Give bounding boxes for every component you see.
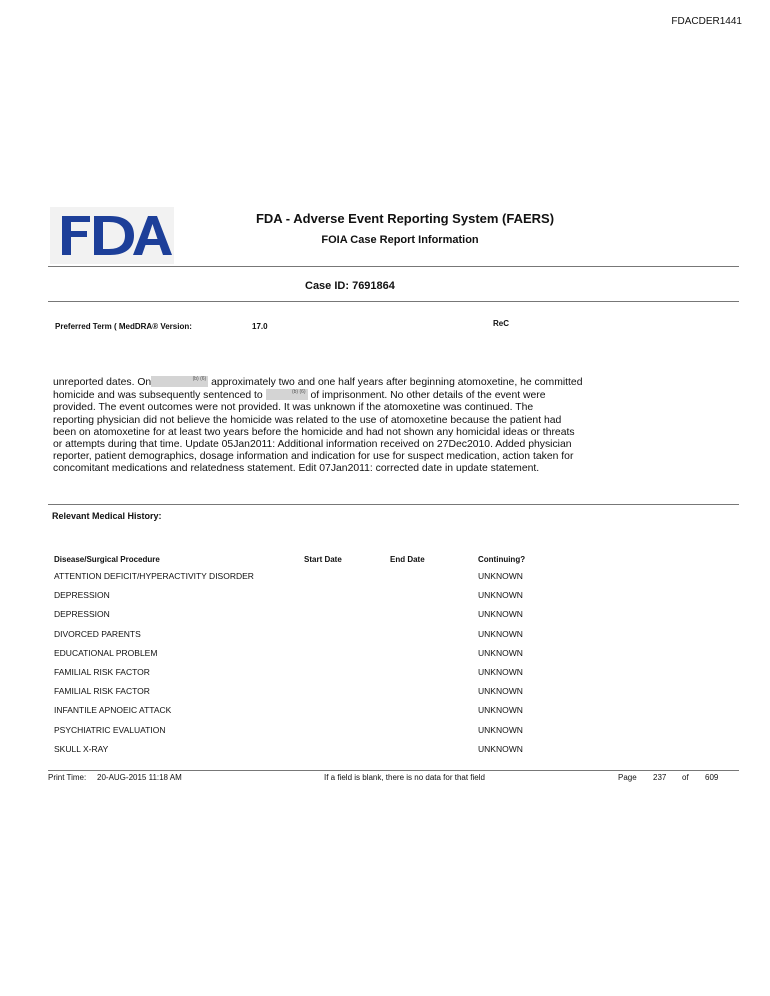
history-procedure: ATTENTION DEFICIT/HYPERACTIVITY DISORDER [54, 571, 254, 581]
report-title: FDA - Adverse Event Reporting System (FAERS) [255, 211, 555, 226]
history-procedure: DEPRESSION [54, 590, 110, 601]
page-number: 237 [653, 773, 667, 782]
rec-label: ReC [493, 319, 510, 328]
table-row [0, 648, 770, 667]
divider [48, 266, 739, 267]
table-row [0, 686, 770, 705]
fda-logo [50, 207, 174, 264]
of-label: of [682, 773, 689, 782]
table-row [0, 705, 770, 724]
divider [48, 504, 739, 505]
history-continuing: UNKNOWN [478, 667, 523, 677]
history-procedure: FAMILIAL RISK FACTOR [54, 667, 150, 677]
column-header-continuing: Continuing? [478, 555, 526, 564]
column-header-end-date: End Date [390, 555, 425, 564]
history-continuing: UNKNOWN [478, 724, 523, 735]
print-time-label: Print Time: [48, 773, 87, 782]
divider [48, 770, 739, 771]
history-continuing: UNKNOWN [478, 647, 523, 658]
page-total: 609 [705, 773, 719, 782]
blank-field-note: If a field is blank, there is no data for that field [324, 773, 485, 782]
column-header-start-date: Start Date [304, 555, 342, 564]
history-procedure: PSYCHIATRIC EVALUATION [54, 724, 166, 735]
history-procedure: FAMILIAL RISK FACTOR [54, 686, 150, 697]
history-procedure: DEPRESSION [54, 609, 110, 620]
table-row [0, 590, 770, 609]
table-row [0, 609, 770, 628]
meddra-version: 17.0 [252, 322, 268, 331]
history-procedure: INFANTILE APNOEIC ATTACK [54, 705, 172, 716]
history-continuing: UNKNOWN [478, 705, 523, 716]
table-row [0, 571, 770, 590]
divider [48, 301, 739, 302]
redaction-box: (b) (6) [151, 376, 208, 387]
case-narrative: unreported dates. On (b) (6) approximately two and one half years after beginning atomoxetine, he committed homicide and was subsequently sentenced to (b) (6) of imprisonment. No other details of the event were provided. The event outcomes were not provided. It was unknown if the atomoxetine was continued. The reporting physician did not believe the homicide was related to the use of atomoxetine because the patient had been on atomoxetine for at least two years before the homicide and had not shown any homicidal ideas or threats or attempts during that time. Update 05Jan2011: Additional information received on 27Dec2010. Added physician reporter, patient demographics, dosage information and indication for use for suspect medication, action taken for concomitant medications and relatedness statement. Edit 07Jan2011: corrected date in update statement. [53, 376, 583, 475]
history-continuing: UNKNOWN [478, 590, 523, 601]
history-procedure: EDUCATIONAL PROBLEM [54, 647, 158, 658]
document-id: FDACDER1441 [671, 16, 742, 27]
print-time: 20-AUG-2015 11:18 AM [97, 773, 182, 782]
section-title: Relevant Medical History: [52, 511, 162, 521]
redaction-box: (b) (6) [266, 389, 308, 400]
table-row [0, 629, 770, 648]
report-subtitle: FOIA Case Report Information [321, 234, 479, 246]
case-id: Case ID: 7691864 [305, 280, 395, 292]
history-continuing: UNKNOWN [478, 628, 523, 639]
history-continuing: UNKNOWN [478, 609, 523, 620]
table-row [0, 667, 770, 686]
table-row [0, 744, 770, 763]
history-continuing: UNKNOWN [478, 743, 523, 754]
history-procedure: SKULL X-RAY [54, 743, 109, 754]
page-label: Page [618, 773, 637, 782]
preferred-term-label: Preferred Term ( MedDRA® Version: [55, 322, 192, 331]
history-continuing: UNKNOWN [478, 571, 523, 581]
table-row [0, 725, 770, 744]
history-continuing: UNKNOWN [478, 686, 523, 697]
column-header-procedure: Disease/Surgical Procedure [54, 555, 160, 564]
history-procedure: DIVORCED PARENTS [54, 628, 141, 639]
